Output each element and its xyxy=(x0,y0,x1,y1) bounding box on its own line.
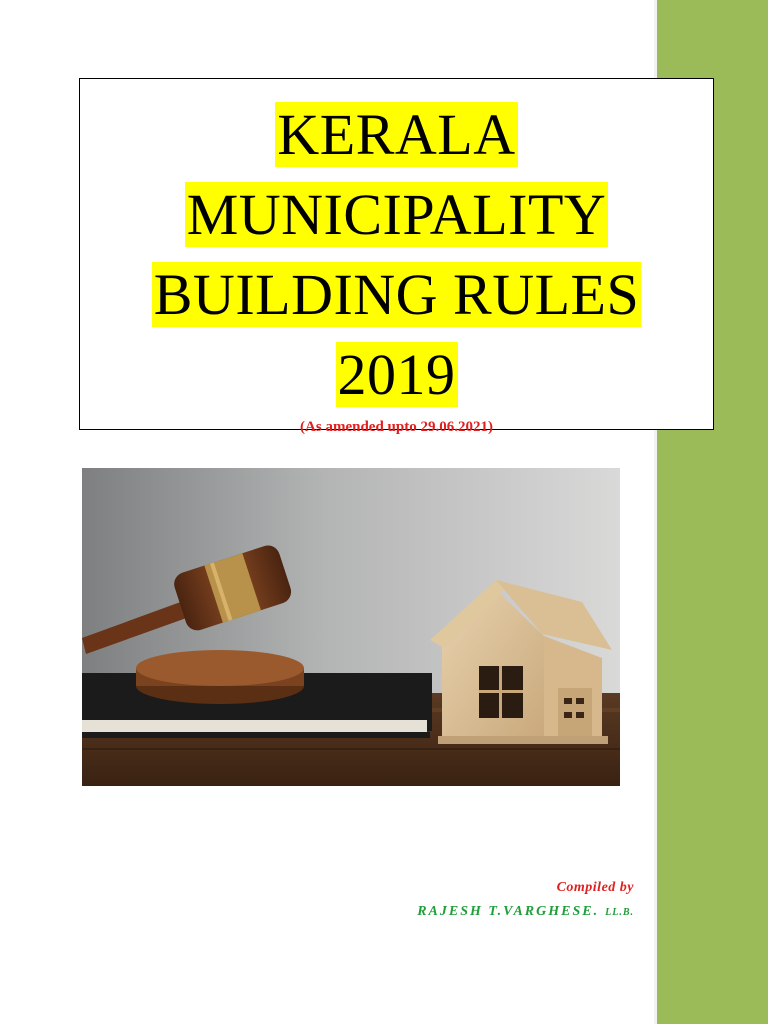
title-line-3: BUILDING RULES xyxy=(153,262,640,327)
author-name: RAJESH T.VARGHESE. xyxy=(417,904,600,919)
title-line-2: MUNICIPALITY xyxy=(186,182,607,247)
amended-note: (As amended upto 29.06.2021) xyxy=(300,419,493,435)
cover-photo xyxy=(82,468,620,786)
gavel-house-illustration xyxy=(82,468,620,786)
credits xyxy=(417,880,634,920)
author-degree: LL.B. xyxy=(605,907,634,918)
author-line xyxy=(417,904,634,920)
title-line-1: KERALA xyxy=(277,102,516,167)
compiled-by-label: Compiled by xyxy=(556,880,634,895)
document-title xyxy=(80,95,713,415)
title-line-4: 2019 xyxy=(337,342,456,407)
title-box xyxy=(79,78,714,435)
